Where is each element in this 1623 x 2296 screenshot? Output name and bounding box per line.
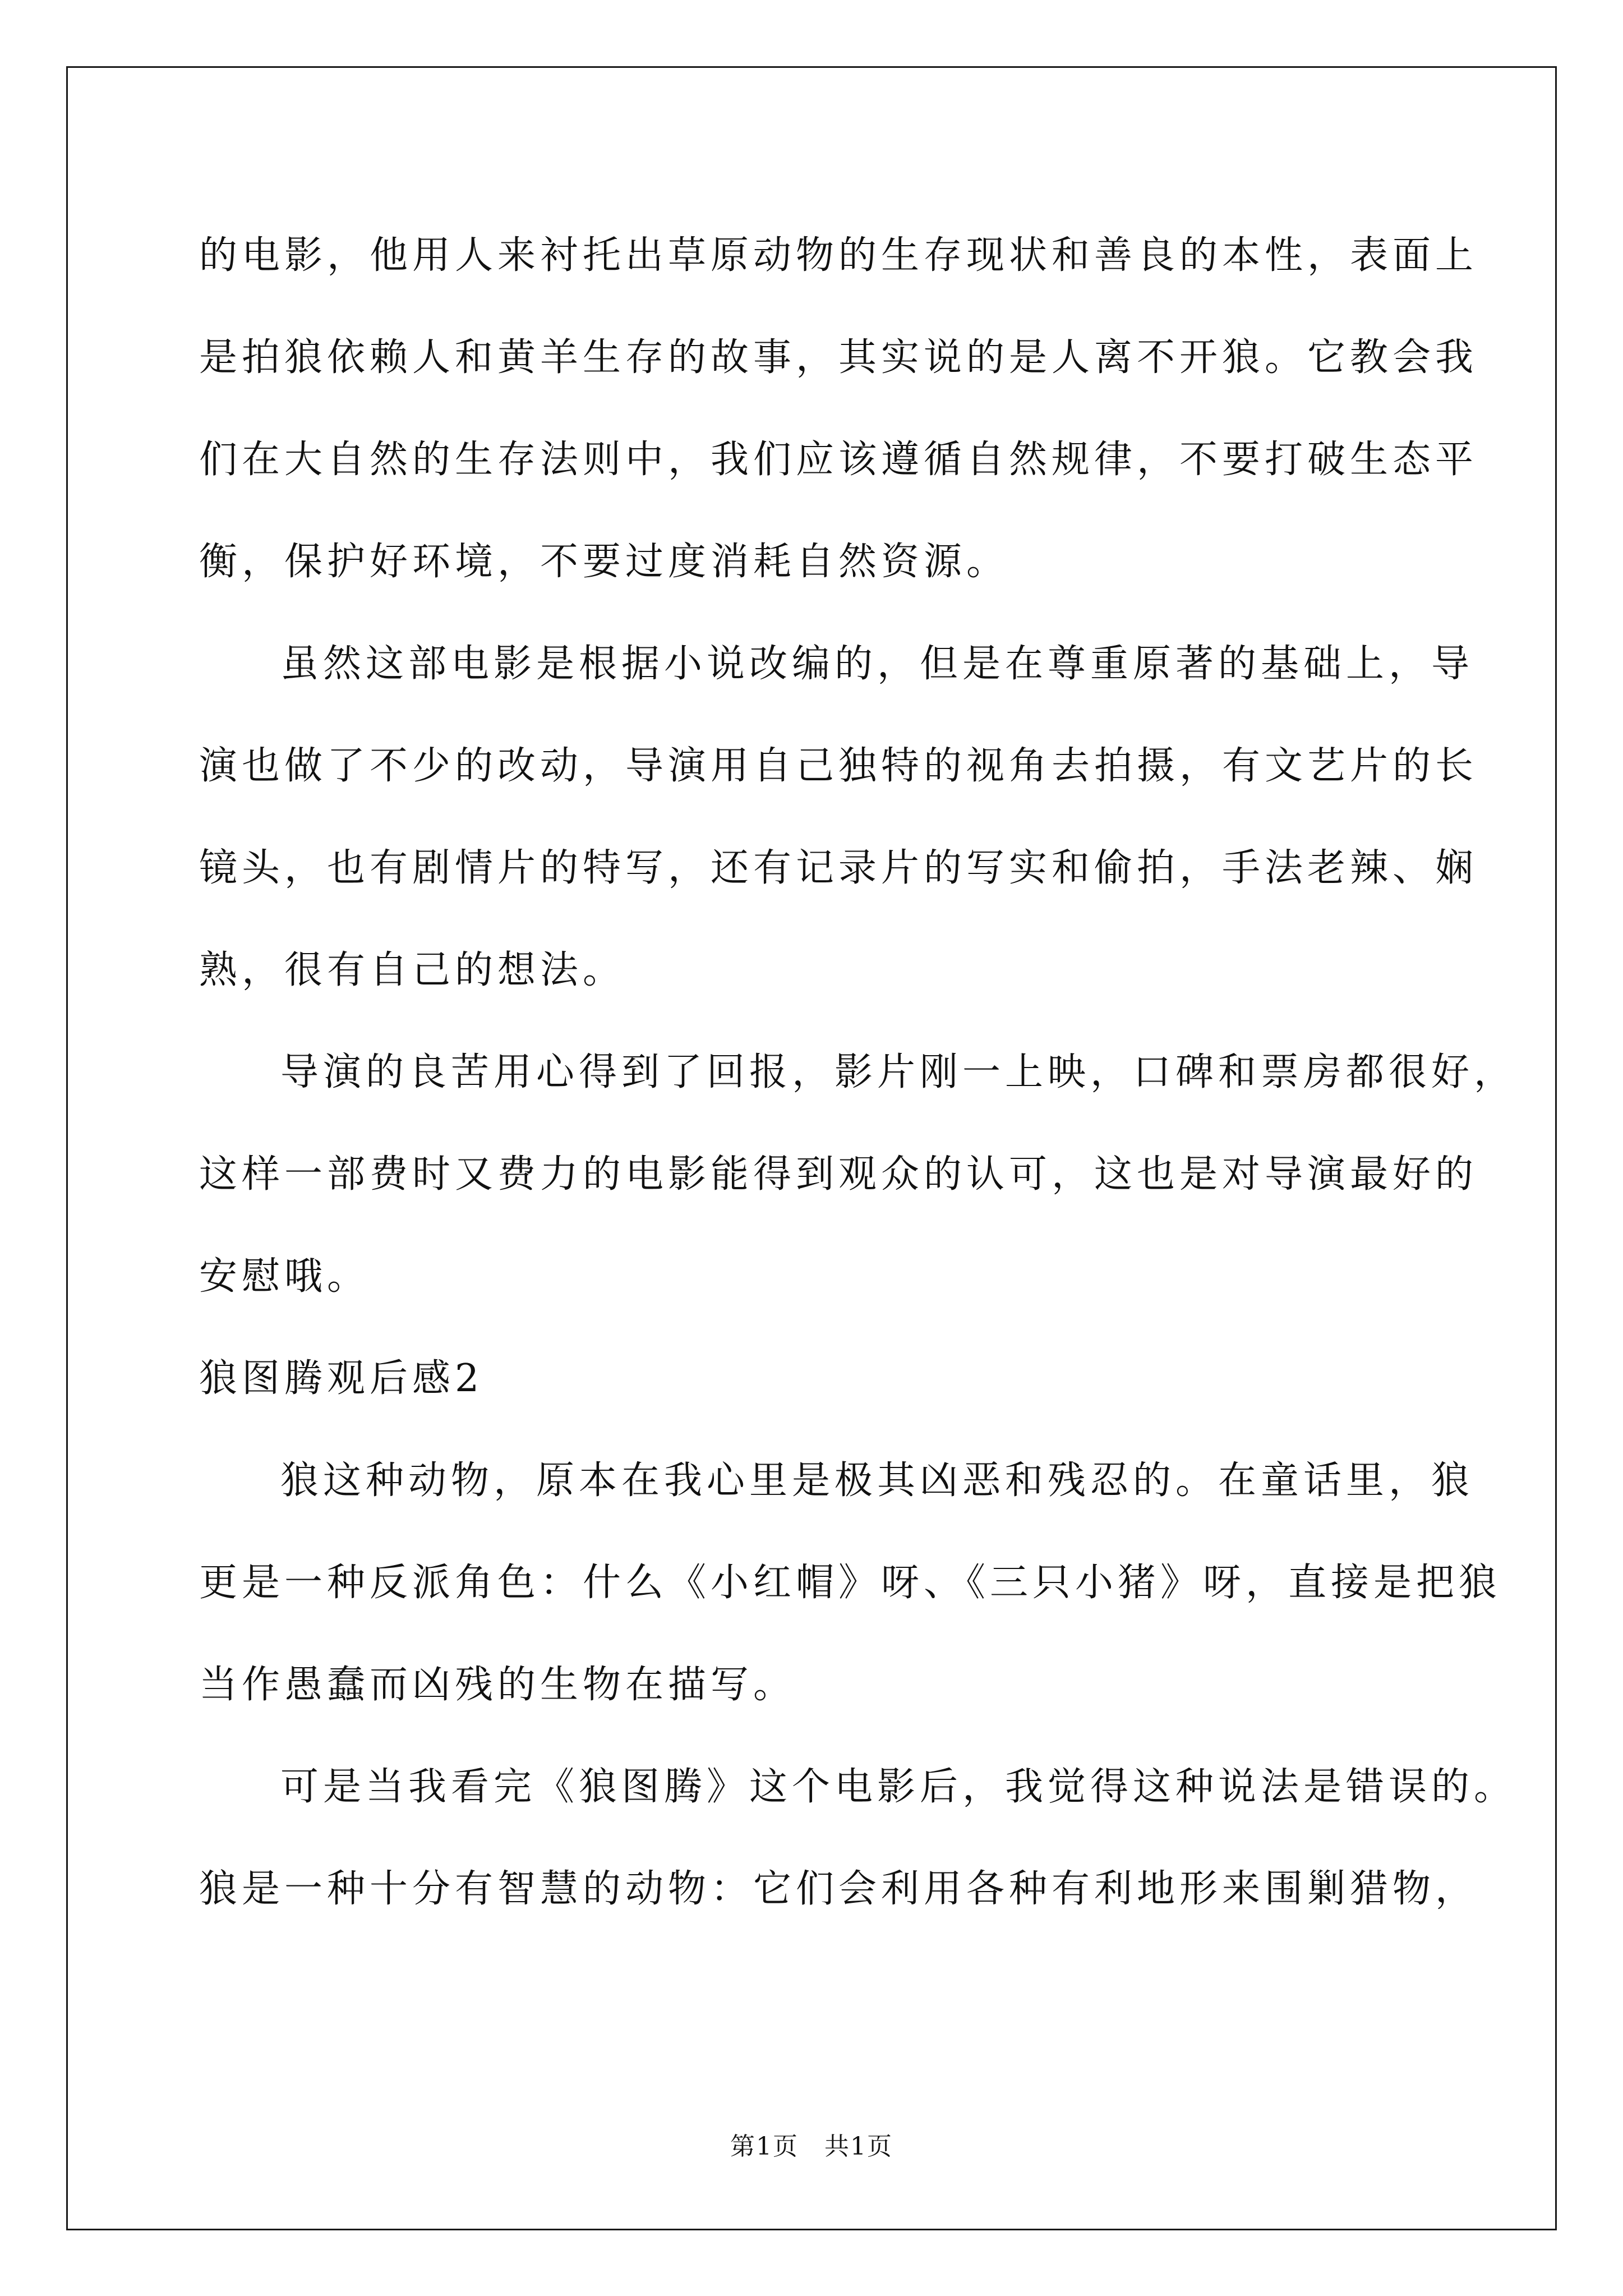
text-line: 演也做了不少的改动，导演用自己独特的视角去拍摄，有文艺片的长 [199,744,1478,788]
section-heading: 狼图腾观后感2 [199,1356,484,1401]
text-line: 们在大自然的生存法则中，我们应该遵循自然规律，不要打破生态平 [199,438,1478,482]
page-number-footer: 第1页 共1页 [730,2132,893,2161]
document-body [199,205,1517,1940]
text-line: 熟，很有自己的想法。 [199,948,626,992]
text-line: 是拍狼依赖人和黄羊生存的故事，其实说的是人离不开狼。它教会我 [199,335,1478,380]
paragraph-start-line: 导演的良苦用心得到了回报，影片刚一上映，口碑和票房都很好， [280,1050,1517,1094]
paragraph-start-line: 虽然这部电影是根据小说改编的，但是在尊重原著的基础上，导 [280,642,1474,686]
text-line: 这样一部费时又费力的电影能得到观众的认可，这也是对导演最好的 [199,1152,1478,1197]
text-line: 当作愚蠢而凶残的生物在描写。 [199,1663,796,1707]
paragraph-start-line: 狼这种动物，原本在我心里是极其凶恶和残忍的。在童话里，狼 [280,1458,1474,1503]
text-line: 更是一种反派角色：什么《小红帽》呀、《三只小猪》呀，直接是把狼 [199,1561,1502,1605]
text-line: 镜头，也有剧情片的特写，还有记录片的写实和偷拍，手法老辣、娴 [199,846,1478,890]
text-line: 安慰哦。 [199,1254,370,1299]
text-line: 狼是一种十分有智慧的动物：它们会利用各种有利地形来围剿猎物， [199,1867,1478,1911]
paragraph-start-line: 可是当我看完《狼图腾》这个电影后，我觉得这种说法是错误的。 [280,1765,1517,1809]
text-line: 的电影，他用人来衬托出草原动物的生存现状和善良的本性，表面上 [199,233,1478,278]
text-line: 衡，保护好环境，不要过度消耗自然资源。 [199,540,1009,584]
